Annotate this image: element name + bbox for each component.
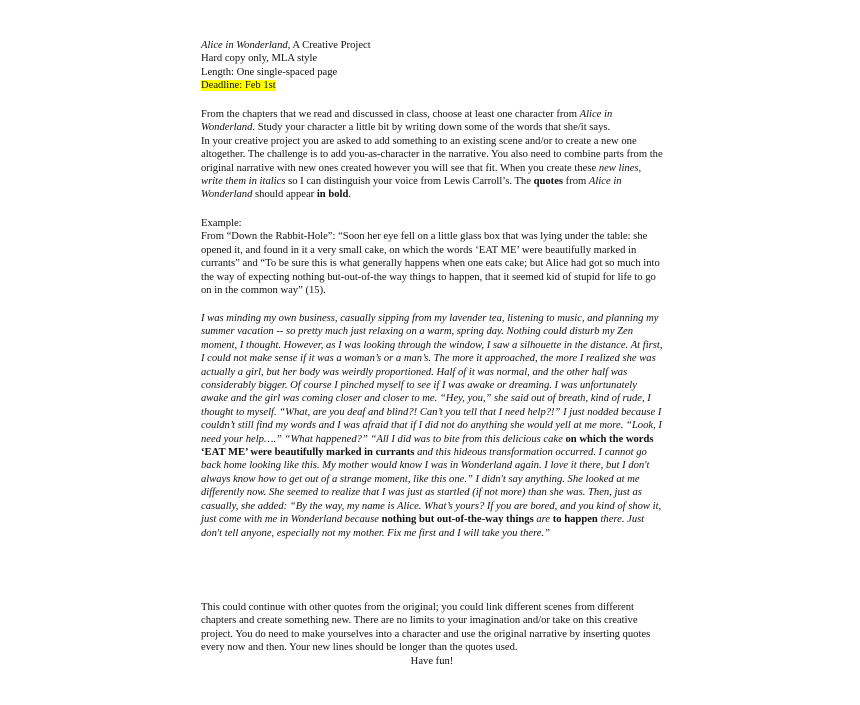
example-section: [201, 217, 663, 297]
title-italic: Alice in Wonderland: [201, 40, 288, 51]
intro-italic-title-2: Alice in Wonderland: [201, 176, 622, 201]
format-line: Hard copy only, MLA style: [201, 53, 318, 65]
intro-text-5: from: [563, 176, 589, 188]
story-text: [201, 312, 663, 540]
intro-bold-in-bold: in bold: [316, 189, 349, 201]
intro-italic-new-lines: new lines, write them in italics: [201, 162, 642, 188]
title-rest: , A Creative Project: [287, 40, 371, 51]
intro-italic-title-1: Alice in Wonderland: [201, 109, 613, 134]
instructions-text: [201, 108, 663, 202]
intro-text-1: From the chapters that we read and discussed in class, choose at least one character from: [201, 109, 580, 120]
instructions-paragraph: [201, 108, 663, 202]
story-italic-4: there. Just don't tell anyone, especially not my mother. Fix me first and I will take you there.”: [201, 514, 645, 539]
story-bold-quote-2: nothing but out-of-the-way things: [381, 514, 534, 526]
sample-story: [201, 312, 663, 540]
deadline-highlight: Deadline: Feb 1st: [201, 80, 276, 92]
example-quote-text: From “Down the Rabbit-Hole”: “Soon her eye fell on a little glass box that was lying under the table: she opened it, and found in it a very small cake, on which the words ‘EAT ME’ were beautifully marked in currants” and “To be sure this is what generally happens when one eats cake; but Alice had got so much into the way of expecting nothing but-out-of-the way things to happen, that it seemed kid of stupid for life to go on in the common way” (15).: [201, 231, 660, 297]
intro-text-7: .: [348, 189, 352, 201]
length-line: Length: One single-spaced page: [201, 66, 338, 78]
intro-text-4: so I can distinguish your voice from Lewis Carroll’s. The: [285, 176, 534, 188]
closing-paragraph: [201, 601, 663, 668]
story-bold-quote-1: on which the words ‘EAT ME’ were beautifully marked in currants: [201, 433, 654, 459]
assignment-header: [201, 39, 663, 93]
signoff: Have fun!: [410, 655, 454, 667]
closing-text: This could continue with other quotes from the original; you could link different scenes from different chapters and create something new. There are no limits to your imagination and/or take on this creative project. You do need to make yourselves into a character and use the original narrative by inserting quotes every now and then. Your new lines should be longer than the quotes used.: [201, 602, 651, 654]
story-italic-1: I was minding my own business, casually sipping from my lavender tea, listening to music, and planning my summer vacation -- so pretty much just relaxing on a warm, spring day. Nothing could disturb my Zen moment, I thought. However, as I was looking through the window, I saw a silhouette in the distance. At first, I could not make sense if it was a woman’s or a man’s. The more it approached, the more I realized she was actually a girl, but her body was weirdly proportioned. Half of it was normal, and the other half was considerably bigger. Of course I pinched myself to see if I was awake or dreaming. I was unfortunately awake and the girl was coming closer and closer to me. “Hey, you,” she said out of breath, kind of rude, I thought to myself. “What, are you deaf and blind?! Can’t you tell that I need help?!” I just nodded because I couldn’t still find my words and I was afraid that if I did not do anything she would yell at me more. “Look, I need your help….” “What happened?” “All I did was to bite from this delicious cake: [201, 313, 663, 445]
intro-text-2: . Study your character a little bit by writing down some of the words that she/it says.: [252, 122, 611, 134]
story-italic-3: are: [533, 514, 553, 526]
assignment-title: [201, 39, 663, 52]
story-bold-quote-3: to happen: [552, 514, 598, 526]
intro-bold-quotes: quotes: [533, 176, 564, 188]
deadline-line: [201, 79, 663, 92]
example-label: Example:: [201, 218, 242, 229]
story-italic-2: and this hideous transformation occurred. I cannot go back home looking like this. My mother would know I was in Wonderland again. I love it there, but I don't always know how to get out of a strange moment, like this one.” I didn't say anything. She looked at me differently now. She seemed to realize that I was just as startled (if not more) than she was. Then, just as casually, she added: “By the way, my name is Alice. What’s yours? If you are bored, and you kind of show it, just come with me in Wonderland because: [201, 447, 662, 526]
intro-text-6: should appear: [252, 189, 317, 201]
intro-text-3: In your creative project you are asked to add something to an existing scene and/or to create a new one altogether. The challenge is to add you-as-character in the narrative. You also need to combine parts from the original narrative with new ones created however you will see that fit. When you create these: [201, 135, 663, 174]
